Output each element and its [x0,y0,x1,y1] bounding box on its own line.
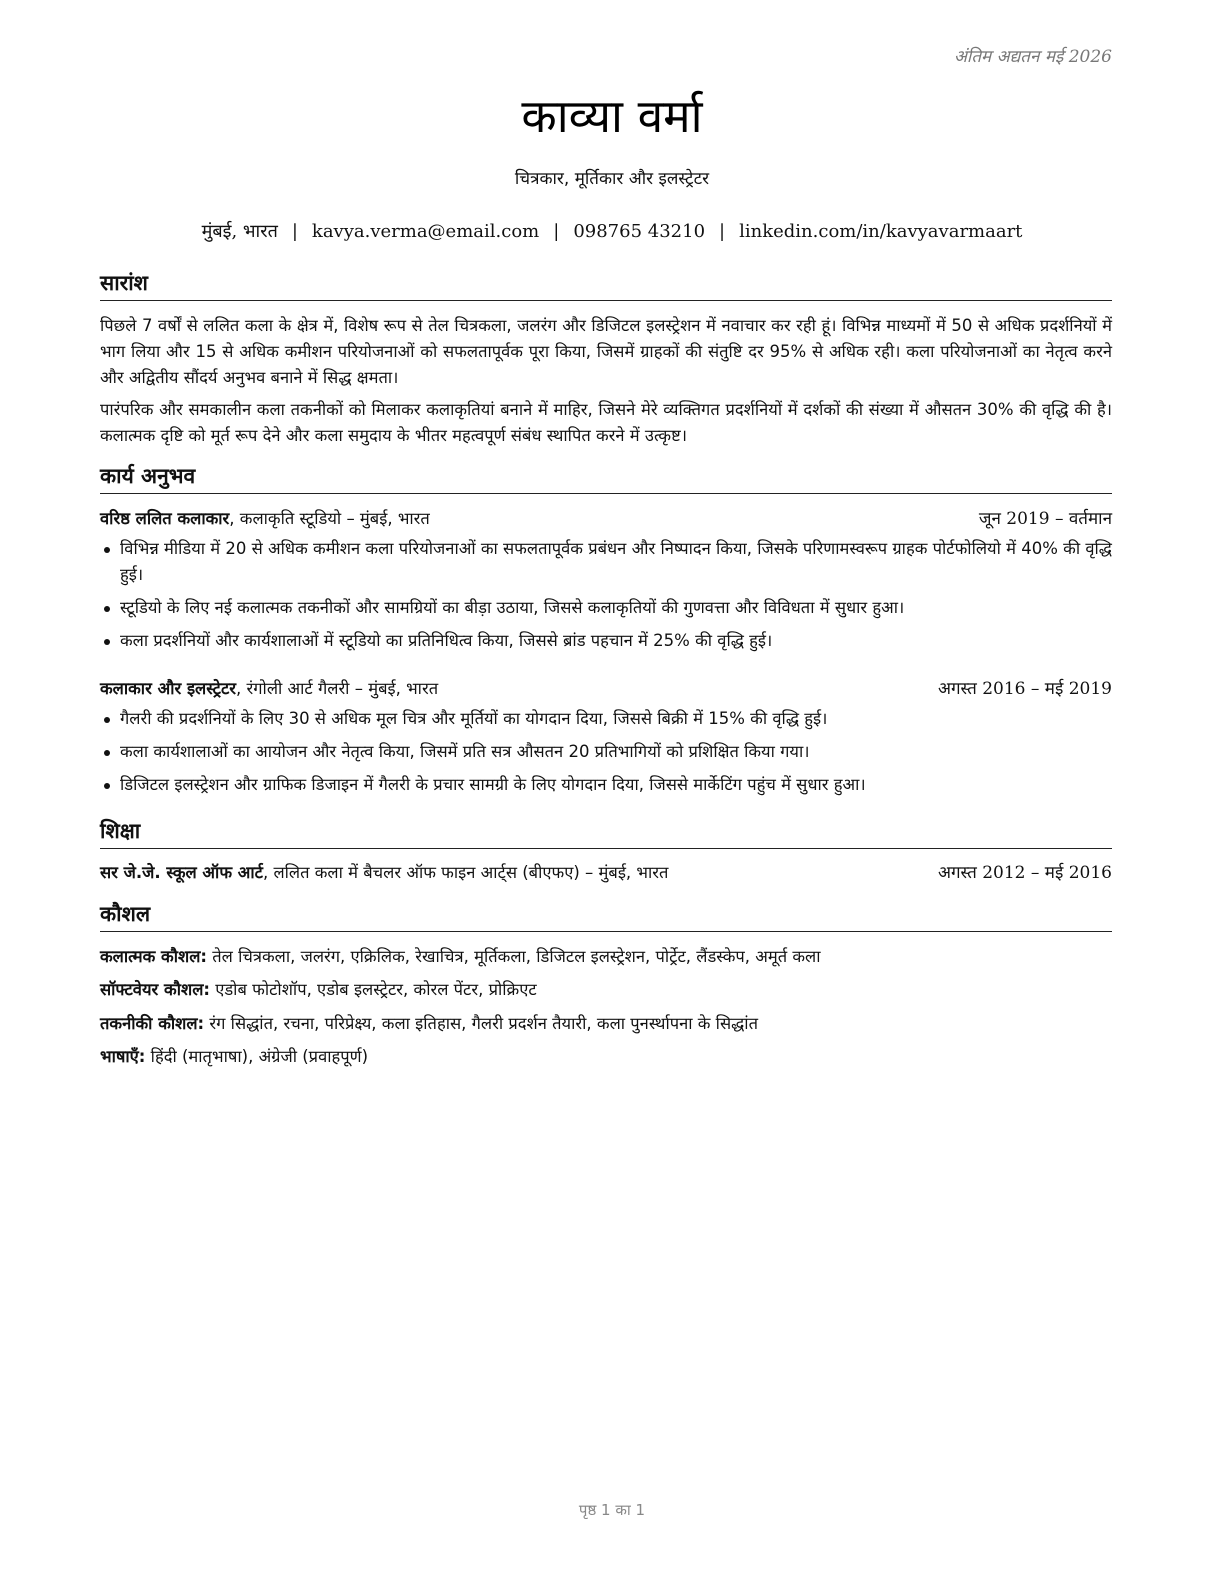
summary-paragraph-2: पारंपरिक और समकालीन कला तकनीकों को मिलाकर कलाकृतियां बनाने में माहिर, जिसने मेरे व्यक्तिगत प्रदर्शनियों में दर्शकों की संख्या में औसतन 30% की वृद्धि की है। कलात्मक दृष्टि को मूर्त रूप देने और कला समुदाय के भीतर महत्वपूर्ण संबंध स्थापित करने में उत्कृष्ट। [100,400,1112,445]
job-date: अगस्त 2016 – मई 2019 [937,679,1112,699]
school-name: सर जे.जे. स्कूल ऑफ आर्ट [100,863,263,882]
tagline: चित्रकार, मूर्तिकार और इलस्ट्रेटर [514,169,710,189]
list-item: कला कार्यशालाओं का आयोजन और नेतृत्व किया, जिसमें प्रति सत्र औसतन 20 प्रतिभागियों को प्रशिक्षित किया गया। [100,739,1112,765]
list-item: विभिन्न मीडिया में 20 से अधिक कमीशन कला परियोजनाओं का सफलतापूर्वक प्रबंधन और निष्पादन किया, जिसके परिणामस्वरूप ग्राहक पोर्टफोलियो में 40% की वृद्धि हुई। [100,536,1112,588]
contact-separator: | [553,221,560,242]
skill-value: तेल चित्रकला, जलरंग, एक्रिलिक, रेखाचित्र, मूर्तिकला, डिजिटल इलस्ट्रेशन, पोर्ट्रेट, लैंडस्केप, अमूर्त कला [207,947,821,966]
education-entry [100,860,1112,886]
skill-row-software [100,977,1112,1003]
section-title-experience: कार्य अनुभव [100,461,1112,494]
skill-row-languages [100,1044,1112,1070]
list-item: डिजिटल इलस्ट्रेशन और ग्राफिक डिजाइन में गैलरी के प्रचार सामग्री के लिए योगदान दिया, जिससे मार्केटिंग पहुंच में सुधार हुआ। [100,772,1112,798]
list-item: गैलरी की प्रदर्शनियों के लिए 30 से अधिक मूल चित्र और मूर्तियों का योगदान दिया, जिससे बिक्री में 15% की वृद्धि हुई। [100,706,1112,732]
list-item: कला प्रदर्शनियों और कार्यशालाओं में स्टूडियो का प्रतिनिधित्व किया, जिससे ब्रांड पहचान में 25% की वृद्धि हुई। [100,628,1112,654]
contact-separator: | [291,221,298,242]
section-title-education: शिक्षा [100,816,1112,849]
section-title-skills: कौशल [100,899,1112,932]
job-bullets-2 [100,706,1112,805]
job-bullets-1 [100,536,1112,661]
job-date: जून 2019 – वर्तमान [978,509,1112,529]
skill-value: एडोब फोटोशॉप, एडोब इलस्ट्रेटर, कोरल पेंटर, प्रोक्रिएट [209,980,537,999]
person-name: काव्या वर्मा [521,89,703,143]
last-updated: अंतिम अद्यतन मई 2026 [953,47,1112,67]
skill-row-technical [100,1011,1112,1037]
contact-linkedin[interactable]: linkedin.com/in/kavyavarmaart [739,221,1023,242]
skill-value: हिंदी (मातृभाषा), अंग्रेजी (प्रवाहपूर्ण) [145,1047,369,1066]
job-role: वरिष्ठ ललित कलाकार [100,509,230,528]
skill-row-artistic [100,944,1112,970]
contact-email[interactable]: kavya.verma@email.com [311,221,540,242]
job-heading-1 [100,506,1112,532]
skill-label: तकनीकी कौशल: [100,1014,205,1033]
contact-separator: | [719,221,726,242]
job-org: , कलाकृति स्टूडियो – मुंबई, भारत [229,509,430,528]
skill-label: सॉफ्टवेयर कौशल: [100,980,210,999]
contact-phone[interactable]: 098765 43210 [573,221,706,242]
section-title-summary: सारांश [100,268,1112,301]
summary-paragraph-1: पिछले 7 वर्षों से ललित कला के क्षेत्र में, विशेष रूप से तेल चित्रकला, जलरंग और डिजिटल इलस्ट्रेशन में नवाचार कर रही हूं। विभिन्न माध्यमों में 50 से अधिक प्रदर्शनियों में भाग लिया और 15 से अधिक कमीशन परियोजनाओं को सफलतापूर्वक पूरा किया, जिसमें ग्राहकों की संतुष्टि दर 95% से अधिक रही। कला परियोजनाओं का नेतृत्व करने और अद्वितीय सौंदर्य अनुभव बनाने में सिद्ध क्षमता। [100,316,1112,387]
list-item: स्टूडियो के लिए नई कलात्मक तकनीकों और सामग्रियों का बीड़ा उठाया, जिससे कलाकृतियों की गुणवत्ता और विविधता में सुधार हुआ। [100,595,1112,621]
contact-line [0,218,1224,246]
contact-location: मुंबई, भारत [201,221,278,242]
skill-value: रंग सिद्धांत, रचना, परिप्रेक्ष्य, कला इतिहास, गैलरी प्रदर्शन तैयारी, कला पुनर्स्थापना के सिद्धांत [204,1014,758,1033]
job-role: कलाकार और इलस्ट्रेटर [100,679,237,698]
degree: , ललित कला में बैचलर ऑफ फाइन आर्ट्स (बीएफए) – मुंबई, भारत [262,863,669,882]
skill-label: भाषाएँ: [100,1047,146,1066]
education-date: अगस्त 2012 – मई 2016 [937,863,1112,883]
job-heading-2 [100,676,1112,702]
job-org: , रंगोली आर्ट गैलरी – मुंबई, भारत [236,679,439,698]
page-number: पृष्ठ 1 का 1 [578,1501,646,1519]
skill-label: कलात्मक कौशल: [100,947,208,966]
